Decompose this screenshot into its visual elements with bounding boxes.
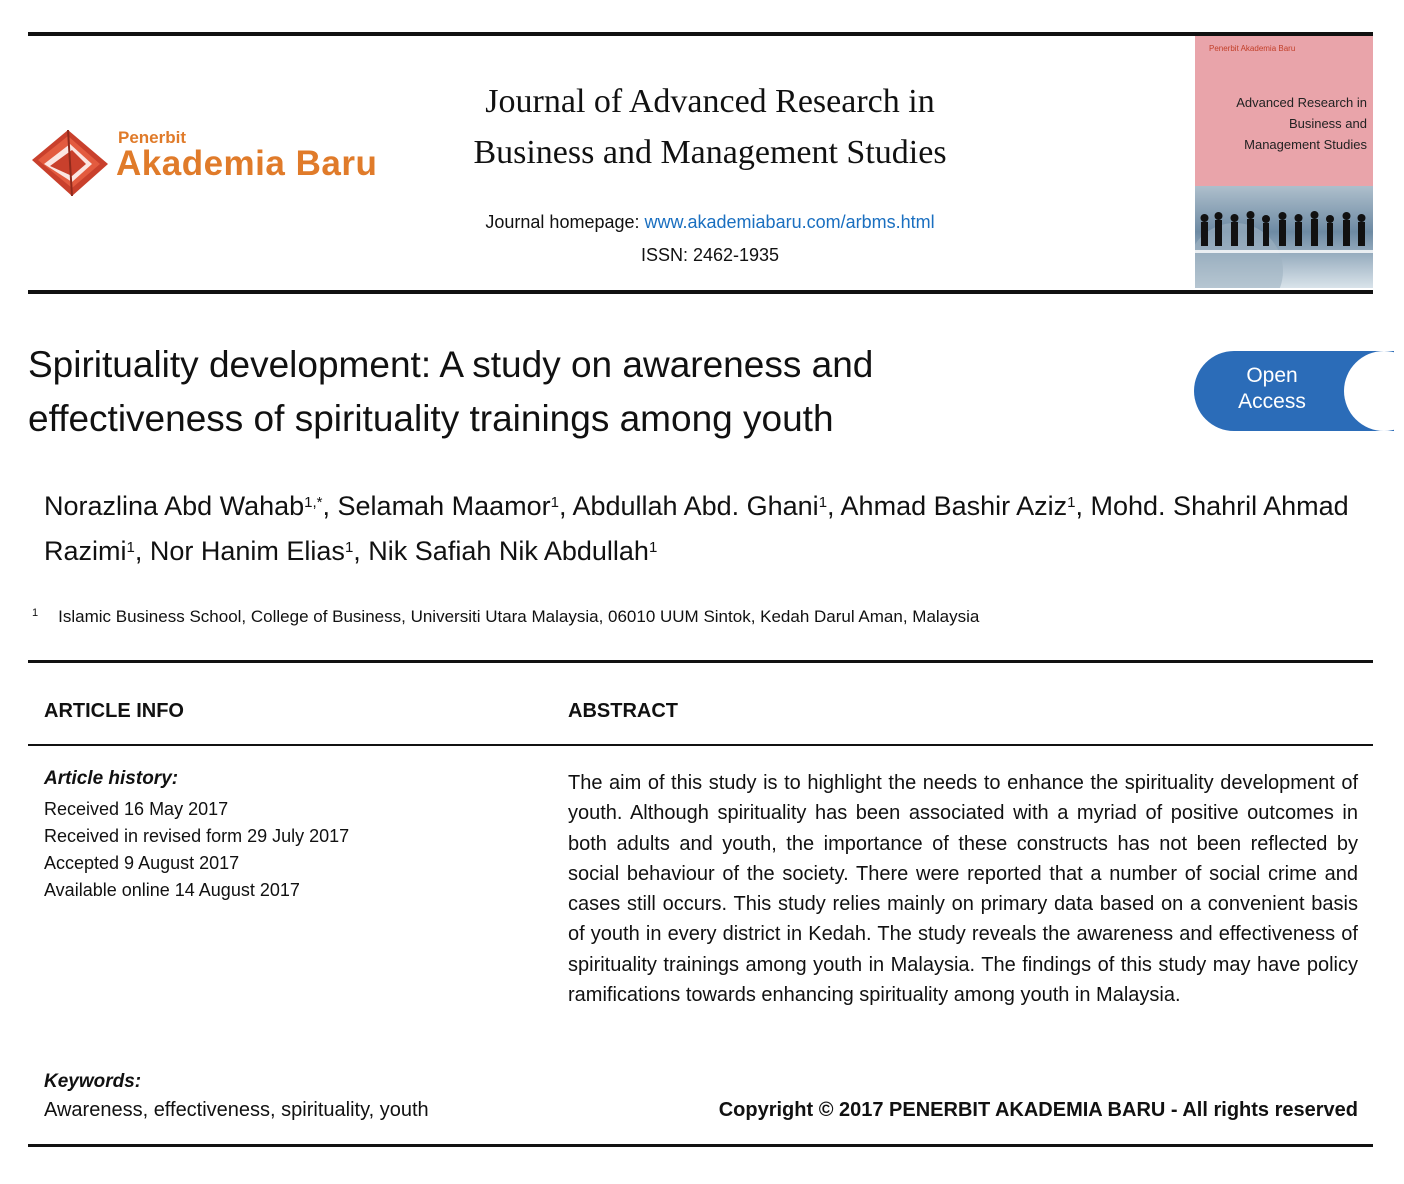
author-name: Mohd. Shahril Ahmad Razimi	[44, 491, 1349, 566]
affiliation	[32, 607, 1372, 627]
author-affiliation-marker: 1	[818, 494, 828, 511]
bottom-rule	[28, 1144, 1373, 1147]
journal-cover	[1195, 36, 1373, 288]
publisher-logo	[28, 122, 378, 202]
keywords: Awareness, effectiveness, spirituality, youth	[44, 1099, 429, 1121]
author-separator: ,	[322, 491, 338, 521]
author-separator: ,	[353, 536, 369, 566]
publisher-name: Akademia Baru	[116, 144, 378, 183]
author-affiliation-marker: 1	[126, 539, 135, 556]
open-access-line2: Access	[1238, 390, 1306, 413]
keywords-title: Keywords:	[44, 1071, 142, 1092]
journal-title-line2: Business and Management Studies	[473, 134, 947, 171]
author-name: Ahmad Bashir Aziz	[840, 491, 1068, 521]
author-separator: ,	[827, 491, 841, 521]
author-affiliation-marker: 1	[344, 539, 354, 556]
author-name: Abdullah Abd. Ghani	[572, 491, 819, 521]
article-info-heading: ARTICLE INFO	[44, 700, 184, 722]
history-online: Available online 14 August 2017	[44, 880, 300, 900]
info-heading-rule	[28, 744, 1373, 746]
homepage-link[interactable]: www.akademiabaru.com/arbms.html	[644, 212, 935, 232]
author-name: Nik Safiah Nik Abdullah	[368, 536, 649, 566]
cover-title-line1: Advanced Research in	[1236, 95, 1367, 110]
article-title	[28, 338, 1028, 446]
abstract-heading: ABSTRACT	[568, 700, 678, 722]
open-access-line1: Open	[1246, 364, 1298, 387]
author-affiliation-marker: 1	[550, 494, 559, 511]
copyright-notice: Copyright © 2017 PENERBIT AKADEMIA BARU - All rights reserved	[718, 1099, 1358, 1121]
book-logo-icon	[28, 124, 114, 200]
author-separator: ,	[558, 491, 573, 521]
open-access-label	[1222, 363, 1322, 415]
cover-title-line2: Business and	[1288, 116, 1367, 131]
cover-publisher: Penerbit Akademia Baru	[1209, 44, 1296, 53]
homepage-label: Journal homepage:	[485, 212, 645, 232]
cover-silhouettes-icon	[1195, 186, 1373, 288]
author-affiliation-marker: 1	[648, 539, 658, 556]
publisher-small-label: Penerbit	[118, 128, 187, 147]
author-name: Norazlina Abd Wahab	[44, 491, 305, 521]
author-separator: ,	[134, 536, 150, 566]
history-revised: Received in revised form 29 July 2017	[44, 826, 350, 846]
author-list	[44, 484, 1364, 574]
author-affiliation-marker: 1	[1067, 494, 1076, 511]
article-history	[44, 796, 349, 904]
top-rule	[28, 32, 1373, 36]
abstract-text: The aim of this study is to highlight the needs to enhance the spirituality development of youth. Although spirituality has been associated with a myriad of positive outcomes in both adults and youth, the importance of these constructs has not been reflected by social behaviour of the society. There were reported that a number of social crime and cases still occurs. This study relies mainly on primary data based on a convenient basis of youth in every district in Kedah. The study reveals the awareness and effectiveness of spirituality trainings among youth in Malaysia. The findings of this study may have policy ramifications towards enhancing spirituality among youth in Malaysia.	[568, 772, 1358, 1007]
affiliation-number: 1	[32, 607, 39, 619]
badge-notch	[1344, 351, 1394, 431]
cover-title-line3: Management Studies	[1244, 137, 1367, 152]
article-title-line1: Spirituality development: A study on awareness and	[28, 344, 874, 385]
article-history-title: Article history:	[44, 768, 179, 789]
affiliation-text: Islamic Business School, College of Business, Universiti Utara Malaysia, 06010 UUM Sintok, Kedah Darul Aman, Malaysia	[58, 607, 980, 626]
journal-homepage	[400, 212, 1020, 233]
history-received: Received 16 May 2017	[44, 799, 229, 819]
cover-title	[1207, 92, 1367, 155]
history-accepted: Accepted 9 August 2017	[44, 853, 240, 873]
author-affiliation-marker: 1,*	[304, 494, 323, 511]
journal-title	[400, 76, 1020, 178]
journal-title-line1: Journal of Advanced Research in	[485, 83, 935, 120]
author-separator: ,	[1075, 491, 1091, 521]
author-name: Nor Hanim Elias	[149, 536, 345, 566]
header-rule	[28, 290, 1373, 294]
author-name: Selamah Maamor	[337, 491, 551, 521]
info-top-rule	[28, 660, 1373, 663]
article-title-line2: effectiveness of spirituality trainings among youth	[28, 398, 834, 439]
open-access-badge	[1194, 351, 1394, 431]
journal-issn: ISSN: 2462-1935	[640, 245, 780, 265]
